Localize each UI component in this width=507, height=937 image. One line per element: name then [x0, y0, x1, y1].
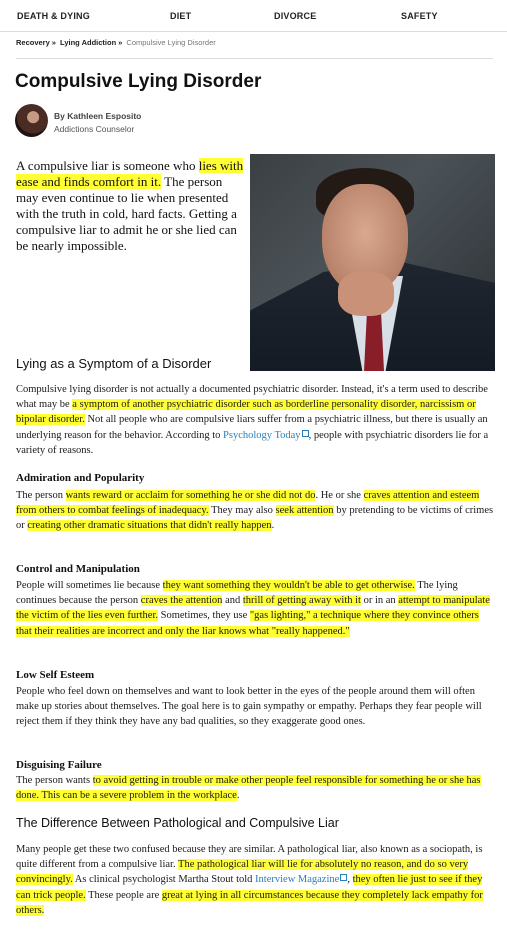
intro-paragraph	[16, 158, 244, 254]
psychology-today-link[interactable]	[223, 430, 309, 441]
text: A compulsive liar is someone who	[16, 158, 199, 173]
highlight: great at lying in all circumstances because they completely lack empathy for others.	[16, 889, 483, 916]
breadcrumb-recovery[interactable]: Recovery	[16, 38, 50, 47]
highlight: to avoid getting in trouble or make other people feel responsible for something he or she has done. This can be a severe problem in the workplace	[16, 775, 481, 802]
highlight: lies with ease and finds comfort in it.	[16, 158, 244, 189]
highlight: a symptom of another psychiatric disorder such as borderline personality disorder, narcissism or bipolar disorder.	[16, 399, 476, 426]
text: The person may even continue to lie when presented with the truth in cold, hard facts. Getting a compulsive liar to admit he or she lied can be nearly impossible.	[16, 174, 237, 253]
breadcrumb	[16, 38, 216, 47]
text: Many people get these two confused because they are similar. A pathological liar, also known as a sociopath, is quite different from a compulsive liar.	[16, 844, 483, 871]
text: .	[236, 790, 240, 802]
author-role: Addictions Counselor	[54, 124, 135, 134]
highlight: The pathological liar will lie for absolutely no reason, and do so very convincingly.	[16, 859, 469, 886]
breadcrumb-separator: »	[51, 38, 56, 47]
admiration-paragraph	[16, 488, 494, 534]
link-text[interactable]: Psychology Today	[223, 429, 301, 441]
section-heading-difference: The Difference Between Pathological and Compulsive Liar	[16, 816, 339, 830]
photo-hand	[338, 272, 394, 316]
text: and	[222, 595, 243, 607]
highlight: creating other dramatic situations that didn't really happen	[27, 520, 272, 532]
esteem-paragraph: People who feel down on themselves and want to look better in the eyes of the people around them will often make up stories about themselves. The goal here is to gain sympathy or empathy. Perhaps they fear people will reject them if they think they have any bad qualities, so they exaggerate good ones.	[16, 686, 482, 728]
text: These people are	[85, 889, 162, 901]
text: As clinical psychologist Martha Stout told	[72, 874, 256, 886]
page-title: Compulsive Lying Disorder	[15, 71, 262, 92]
subheading-admiration: Admiration and Popularity	[16, 472, 145, 484]
failure-paragraph	[16, 773, 494, 803]
highlight: attempt to manipulate the victim of the lies even further.	[16, 595, 490, 622]
symptom-paragraph	[16, 382, 494, 458]
highlight: craves the attention	[140, 595, 223, 607]
text: The person wants	[16, 775, 93, 786]
control-paragraph	[16, 578, 494, 639]
text: Not all people who are compulsive liars suffer from a psychiatric illness, but there is usually an underlying reason for the behavior. According to	[16, 414, 488, 441]
highlight: they want something they wouldn't be able to get otherwise.	[162, 580, 415, 591]
text: The lying continues because the person	[16, 580, 458, 607]
author-byline	[54, 110, 141, 136]
article-photo	[250, 154, 495, 371]
text: , people with psychiatric disorders lie for a variety of reasons.	[16, 429, 489, 456]
text: They may also	[208, 505, 276, 517]
highlight: wants reward or acclaim for something he or she did not do	[65, 490, 316, 501]
text: The person	[16, 490, 66, 501]
nav-divorce[interactable]: DIVORCE	[274, 11, 317, 21]
subheading-disguising-failure: Disguising Failure	[16, 759, 102, 771]
text: .	[271, 520, 275, 532]
subheading-low-self-esteem: Low Self Esteem	[16, 669, 95, 681]
text: ,	[347, 874, 353, 886]
author-name[interactable]: By Kathleen Esposito	[54, 111, 142, 121]
link-text[interactable]: Interview Magazine	[255, 874, 340, 886]
highlight: "gas lighting," a technique where they convince others that their realities are incorrect and only the liar knows what "really happened."	[16, 610, 479, 637]
nav-diet[interactable]: DIET	[170, 11, 192, 21]
text: by pretending to be victims of crimes or	[16, 505, 494, 532]
top-navigation	[0, 0, 507, 32]
text: Sometimes, they use	[158, 610, 250, 622]
breadcrumb-separator: »	[118, 38, 123, 47]
text: Compulsive lying disorder is not actually a documented psychiatric disorder. Instead, it's a term used to describe what may be	[16, 384, 488, 411]
author-avatar[interactable]	[15, 104, 48, 137]
nav-death-dying[interactable]: DEATH & DYING	[17, 11, 90, 21]
difference-paragraph	[16, 842, 494, 918]
highlight: seek attention	[275, 505, 334, 517]
interview-magazine-link[interactable]	[255, 874, 347, 885]
section-heading-symptom: Lying as a Symptom of a Disorder	[16, 356, 212, 371]
highlight: craves attention and esteem from others to combat feelings of inadequacy.	[16, 490, 480, 517]
breadcrumb-lying-addiction[interactable]: Lying Addiction	[60, 38, 117, 47]
subheading-control: Control and Manipulation	[16, 563, 140, 575]
highlight: they often lie just to see if they can trick people.	[16, 874, 483, 901]
nav-safety[interactable]: SAFETY	[401, 11, 438, 21]
external-link-icon	[302, 430, 309, 437]
text: or in an	[360, 595, 399, 607]
divider	[16, 58, 493, 59]
highlight: thrill of getting away with it	[242, 595, 361, 607]
text: People will sometimes lie because	[16, 580, 163, 591]
breadcrumb-current: Compulsive Lying Disorder	[126, 38, 216, 47]
text: . He or she	[315, 490, 364, 501]
